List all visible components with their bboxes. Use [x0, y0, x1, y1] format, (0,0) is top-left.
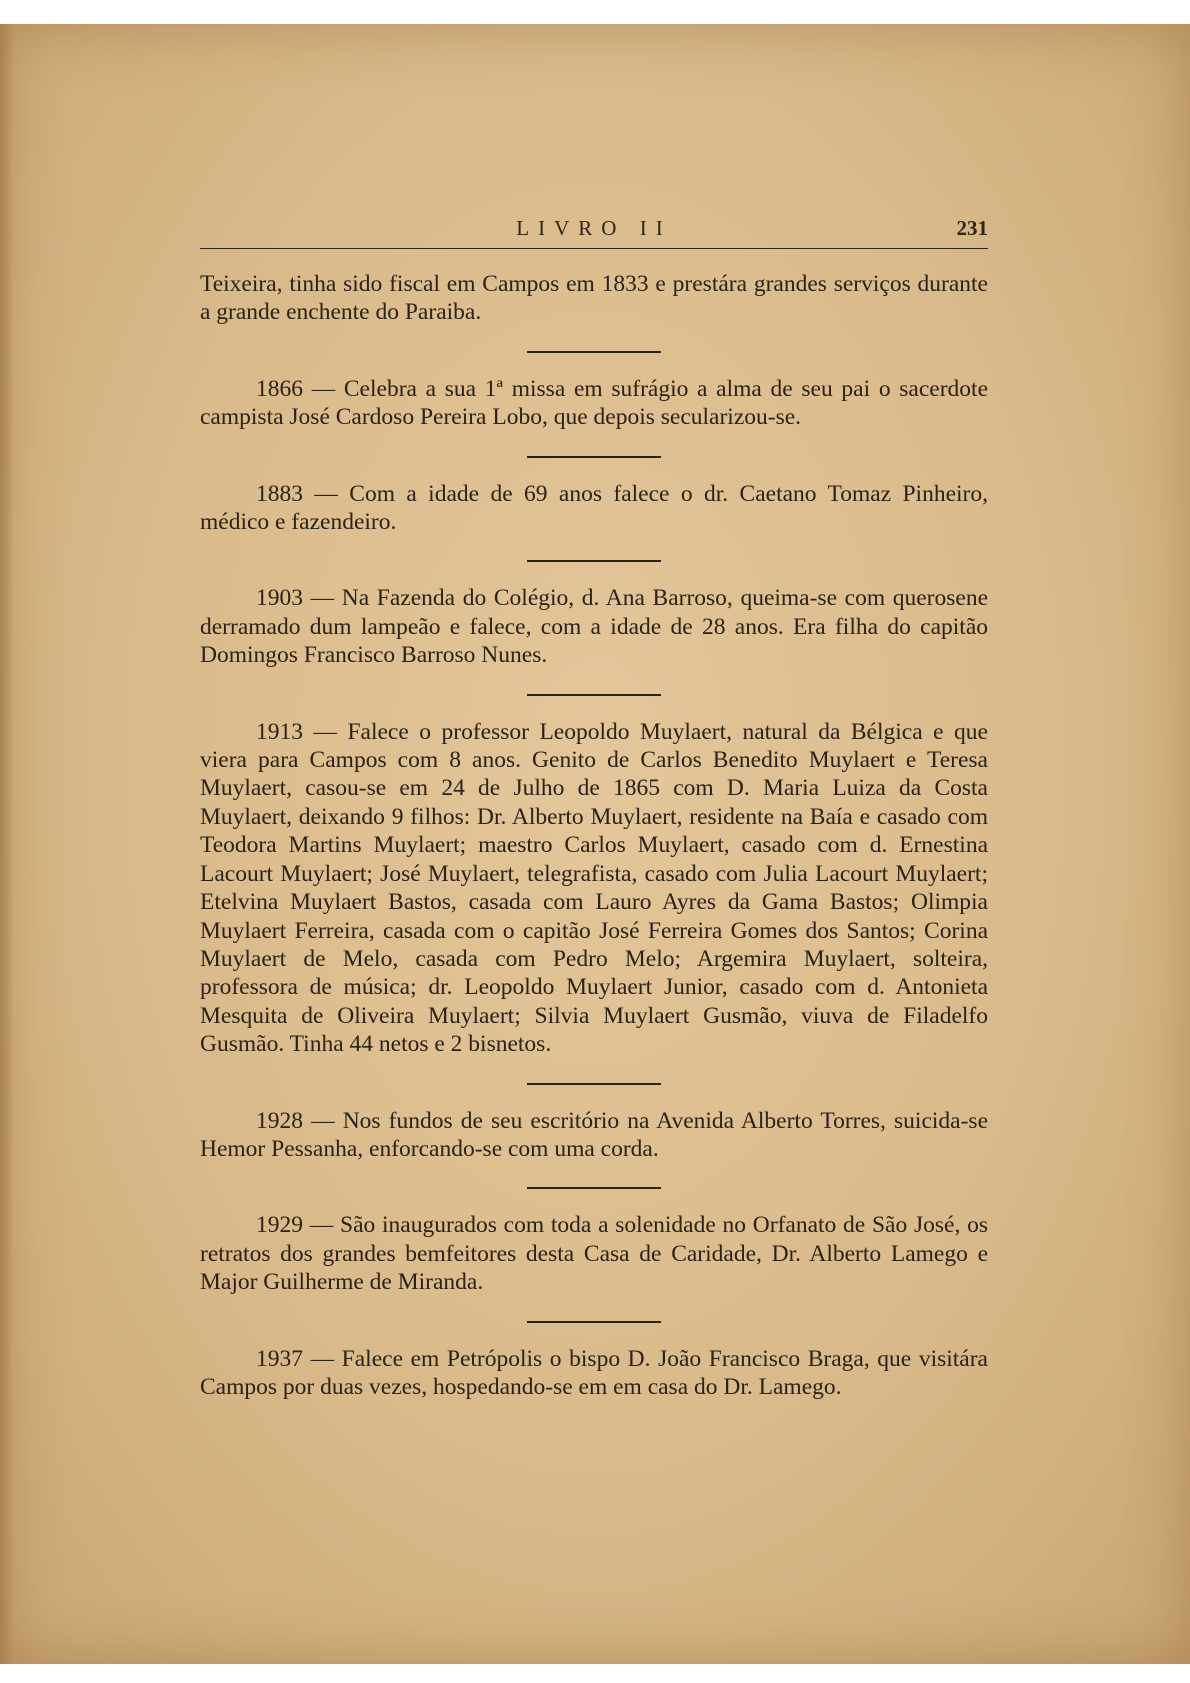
entry-1937: 1937 — Falece em Petrópolis o bispo D. João Francisco Braga, que visitára Campos por duas vezes, hospedando-se em em casa do Dr. Lamego. — [200, 1345, 988, 1400]
separator-rule — [527, 351, 661, 353]
separator-rule — [527, 560, 661, 562]
entry-1913: 1913 — Falece o professor Leopoldo Muylaert, natural da Bélgica e que viera para Campos com 8 anos. Genito de Carlos Benedito Muylaert e Teresa Muylaert, casou-se em 24 de Julho de 1865 com D. Maria Luiza da Costa Muylaert, deixando 9 filhos: Dr. Alberto Muylaert, residente na Baía e casado com Teodora Martins Muylaert; maestro Carlos Muylaert, casado com d. Ernestina Lacourt Muylaert; José Muylaert, telegrafista, casado com Julia Lacourt Muylaert; Etelvina Muylaert Bastos, casada com Lauro Ayres da Gama Bastos; Olimpia Muylaert Ferreira, casada com o capitão José Ferreira Gomes dos Santos; Corina Muylaert de Melo, casada com Pedro Melo; Argemira Muylaert, solteira, professora de música; dr. Leopoldo Muylaert Junior, casado com d. Antonieta Mesquita de Oliveira Muylaert; Silvia Muylaert Gusmão, viuva de Filadelfo Gusmão. Tinha 44 netos e 2 bisnetos. — [200, 718, 988, 1058]
page-header — [200, 210, 988, 249]
running-title: LIVRO II — [516, 216, 672, 240]
page-binding-edge — [0, 24, 14, 1664]
separator-rule — [527, 694, 661, 696]
entry-1929: 1929 — São inaugurados com toda a solenidade no Orfanato de São José, os retratos dos grandes bemfeitores desta Casa de Caridade, Dr. Alberto Lamego e Major Guilherme de Miranda. — [200, 1212, 988, 1296]
entry-1928: 1928 — Nos fundos de seu escritório na Avenida Alberto Torres, suicida-se Hemor Pessanha, enforcando-se com uma corda. — [200, 1107, 988, 1162]
paragraph-continuation: Teixeira, tinha sido fiscal em Campos em 1833 e prestára grandes serviços durante a grande enchente do Paraiba. — [200, 271, 988, 326]
separator-rule — [527, 456, 661, 458]
entry-1866: 1866 — Celebra a sua 1ª missa em sufrágio a alma de seu pai o sacerdote campista José Cardoso Pereira Lobo, que depois secularizou-se. — [200, 375, 988, 431]
separator-rule — [527, 1187, 661, 1189]
separator-rule — [527, 1083, 661, 1085]
separator-rule — [527, 1321, 661, 1323]
entry-1903: 1903 — Na Fazenda do Colégio, d. Ana Barroso, queima-se com querosene derramado dum lampeão e falece, com a idade de 28 anos. Era filha do capitão Domingos Francisco Barroso Nunes. — [200, 585, 988, 669]
page-number: 231 — [956, 216, 988, 240]
page-body — [200, 270, 988, 1401]
entry-1883: 1883 — Com a idade de 69 anos falece o dr. Caetano Tomaz Pinheiro, médico e fazendeiro. — [200, 480, 988, 536]
